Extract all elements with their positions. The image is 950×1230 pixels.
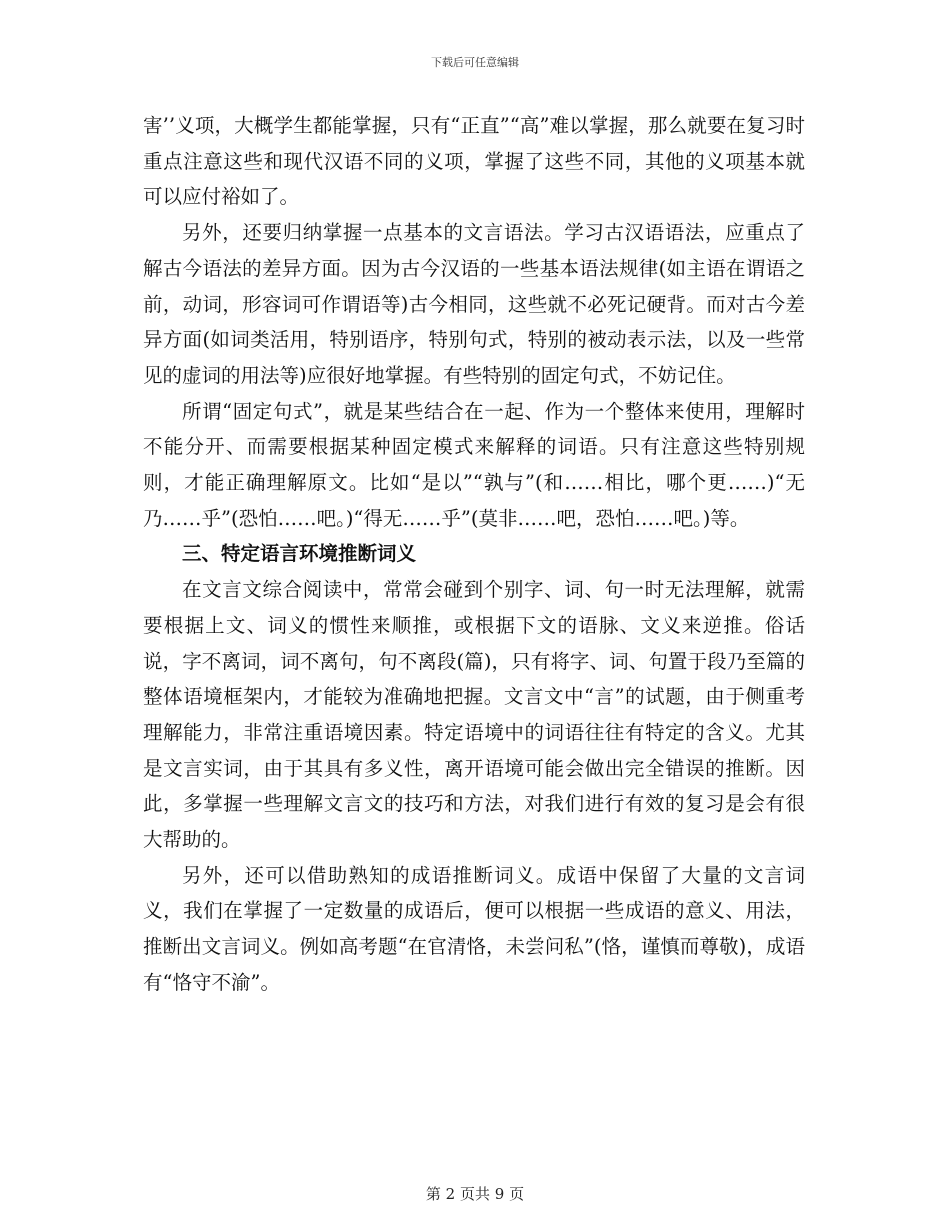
paragraph-3: 所谓“固定句式”，就是某些结合在一起、作为一个整体来使用，理解时不能分开、而需要根据某种固定模式来解释的词语。只有注意这些特别规则，才能正确理解原文。比如“是以”“孰与”(和……相比，哪个更……)“无乃……乎”(恐怕……吧。)“得无……乎”(莫非……吧，恐怕……吧。)等。 — [143, 399, 805, 530]
body-text — [143, 108, 805, 1001]
section-heading: 三、特定语言环境推断词义 — [182, 542, 417, 566]
page-header: 下载后可任意编辑 — [431, 56, 519, 69]
paragraph-2: 另外，还要归纳掌握一点基本的文言语法。学习古汉语语法，应重点了解古今语法的差异方面。因为古今汉语的一些基本语法规律(如主语在谓语之前，动词，形容词可作谓语等)古今相同，这些就不必死记硬背。而对古今差异方面(如词类活用，特别语序，特别句式，特别的被动表示法，以及一些常见的虚词的用法等)应很好地掌握。有些特别的固定句式，不妨记住。 — [143, 221, 805, 387]
paragraph-5: 另外，还可以借助熟知的成语推断词义。成语中保留了大量的文言词义，我们在掌握了一定数量的成语后，便可以根据一些成语的意义、用法，推断出文言词义。例如高考题“在官清恪，未尝问私”(恪，谨慎而尊敬)，成语有“恪守不渝”。 — [143, 863, 805, 994]
paragraph-1: 害’’义项，大概学生都能掌握，只有“正直”“高”难以掌握，那么就要在复习时重点注意这些和现代汉语不同的义项，掌握了这些不同，其他的义项基本就可以应付裕如了。 — [143, 114, 805, 209]
paragraph-4: 在文言文综合阅读中，常常会碰到个别字、词、句一时无法理解，就需要根据上文、词义的惯性来顺推，或根据下文的语脉、文义来逆推。俗话说，字不离词，词不离句，句不离段(篇)，只有将字、词、句置于段乃至篇的整体语境框架内，才能较为准确地把握。文言文中“言”的试题，由于侧重考理解能力，非常注重语境因素。特定语境中的词语往往有特定的含义。尤其是文言实词，由于其具有多义性，离开语境可能会做出完全错误的推断。因此，多掌握一些理解文言文的技巧和方法，对我们进行有效的复习是会有很大帮助的。 — [143, 578, 805, 852]
page-footer: 第 2 页共 9 页 — [425, 1185, 525, 1203]
